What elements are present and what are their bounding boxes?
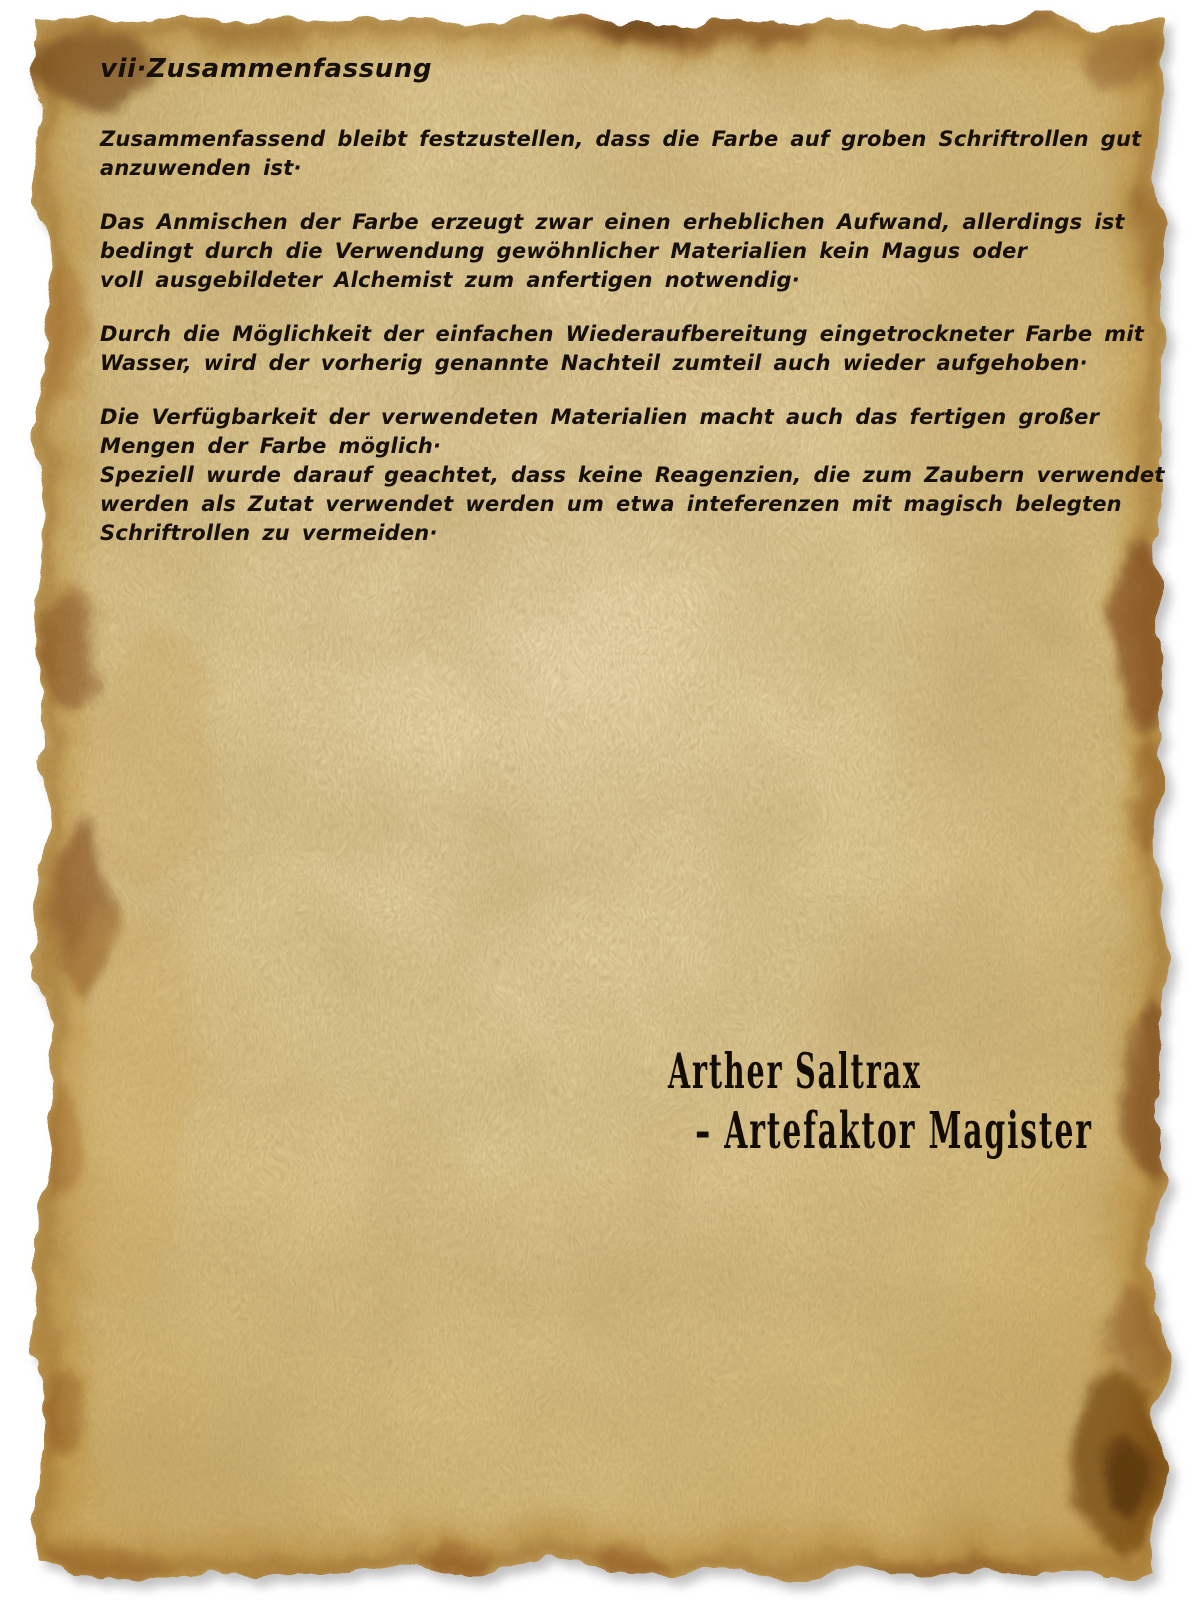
section-heading: vii·Zusammenfassung bbox=[100, 54, 433, 84]
signature-role: – Artefaktor Magister bbox=[695, 1101, 1093, 1161]
text-line: Speziell wurde darauf geachtet, dass keine Reagenzien, die zum Zaubern verwendet bbox=[100, 463, 1165, 487]
text-line: Durch die Möglichkeit der einfachen Wiederaufbereitung eingetrockneter Farbe mit bbox=[100, 322, 1144, 346]
text-line: Zusammenfassend bleibt festzustellen, dass die Farbe auf groben Schriftrollen gut bbox=[100, 127, 1142, 151]
text-line: Mengen der Farbe möglich· bbox=[100, 434, 442, 458]
paragraph bbox=[100, 208, 1125, 295]
text-line: voll ausgebildeter Alchemist zum anfertigen notwendig· bbox=[100, 268, 800, 292]
text-line: werden als Zutat verwendet werden um etwa inteferenzen mit magisch belegten bbox=[100, 492, 1122, 516]
text-line: Das Anmischen der Farbe erzeugt zwar einen erheblichen Aufwand, allerdings ist bbox=[100, 210, 1125, 234]
document-body bbox=[100, 52, 1165, 573]
text-line: Wasser, wird der vorherig genannte Nachteil zumteil auch wieder aufgehoben· bbox=[100, 351, 1088, 375]
paragraph bbox=[100, 125, 1142, 183]
signature-name: Arther Saltrax bbox=[668, 1042, 922, 1100]
text-line: anzuwenden ist· bbox=[100, 156, 302, 180]
text-line: Schriftrollen zu vermeiden· bbox=[100, 521, 438, 545]
text-line: bedingt durch die Verwendung gewöhnlicher Materialien kein Magus oder bbox=[100, 239, 1028, 263]
paragraph bbox=[100, 403, 1165, 548]
signature-block bbox=[668, 1044, 1093, 1160]
paragraph bbox=[100, 320, 1144, 378]
text-line: Die Verfügbarkeit der verwendeten Materialien macht auch das fertigen großer bbox=[100, 405, 1100, 429]
